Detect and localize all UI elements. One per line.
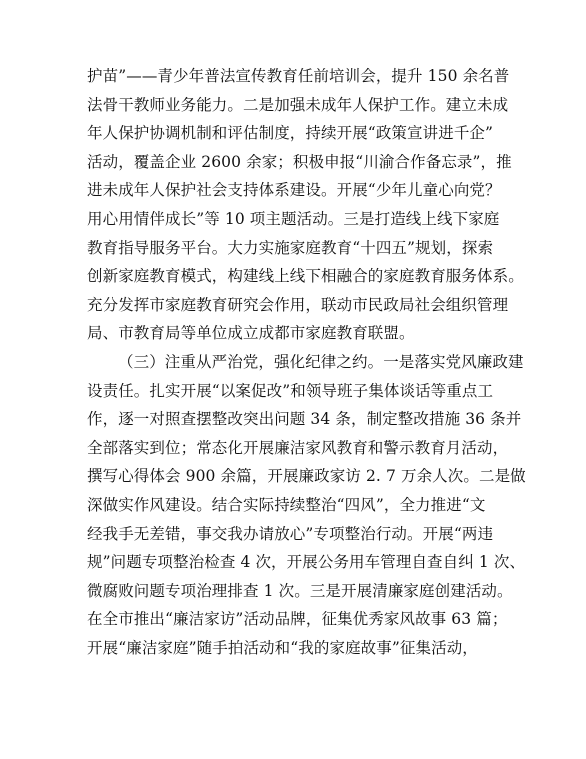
body-text [87,62,526,662]
text-line: 护苗”——青少年普法宣传教育任前培训会，提升 150 余名普 [87,67,510,85]
text-line: 深做实作风建设。结合实际持续整治“四风”，全力推进“文 [87,495,486,514]
text-line: 充分发挥市家庭教育研究会作用，联动市民政局社会组织管理 [87,295,509,314]
text-line: 规”问题专项整治检查 4 次，开展公务用车管理自查自纠 1 次、 [87,553,526,572]
text-line: 用心用情伴成长”等 10 项主题活动。三是打造线上线下家庭 [87,209,500,228]
text-line: 年人保护协调机制和评估制度，持续开展“政策宣讲进千企” [87,124,494,143]
text-line: 微腐败问题专项治理排查 1 次。三是开展清廉家庭创建活动。 [87,581,513,600]
text-line: 教育指导服务平台。大力实施家庭教育“十四五”规划，探索 [87,238,494,257]
text-line: 法骨干教师业务能力。二是加强未成年人保护工作。建立未成 [87,95,509,114]
section-heading-line: （三）注重从严治党，强化纪律之约。一是落实党风廉政建 [118,352,524,371]
text-line: 进未成年人保护社会支持体系建设。开展“少年儿童心向党？ [87,181,501,200]
text-line: 开展“廉洁家庭”随手拍活动和“我的家庭故事”征集活动， [87,638,478,657]
text-line: 全部落实到位；常态化开展廉洁家风教育和警示教育月活动， [87,438,509,457]
text-line: 经我手无差错，事交我办请放心”专项整治行动。开展“两违 [87,524,494,543]
text-line: 作，逐一对照查摆整改突出问题 34 条，制定整改措施 36 条并 [87,410,522,429]
text-line: 在全市推出“廉洁家访”活动品牌，征集优秀家风故事 63 篇； [87,610,508,629]
text-line: 创新家庭教育模式，构建线上线下相融合的家庭教育服务体系。 [87,267,524,286]
text-line: 设责任。扎实开展“以案促改”和领导班子集体谈话等重点工 [87,381,494,400]
text-line: 局、市教育局等单位成立成都市家庭教育联盟。 [87,324,415,343]
text-line: 撰写心得体会 900 余篇，开展廉政家访 2. 7 万余人次。二是做 [87,467,526,486]
text-line: 活动，覆盖企业 2600 余家；积极申报“川渝合作备忘录”，推 [87,152,512,171]
